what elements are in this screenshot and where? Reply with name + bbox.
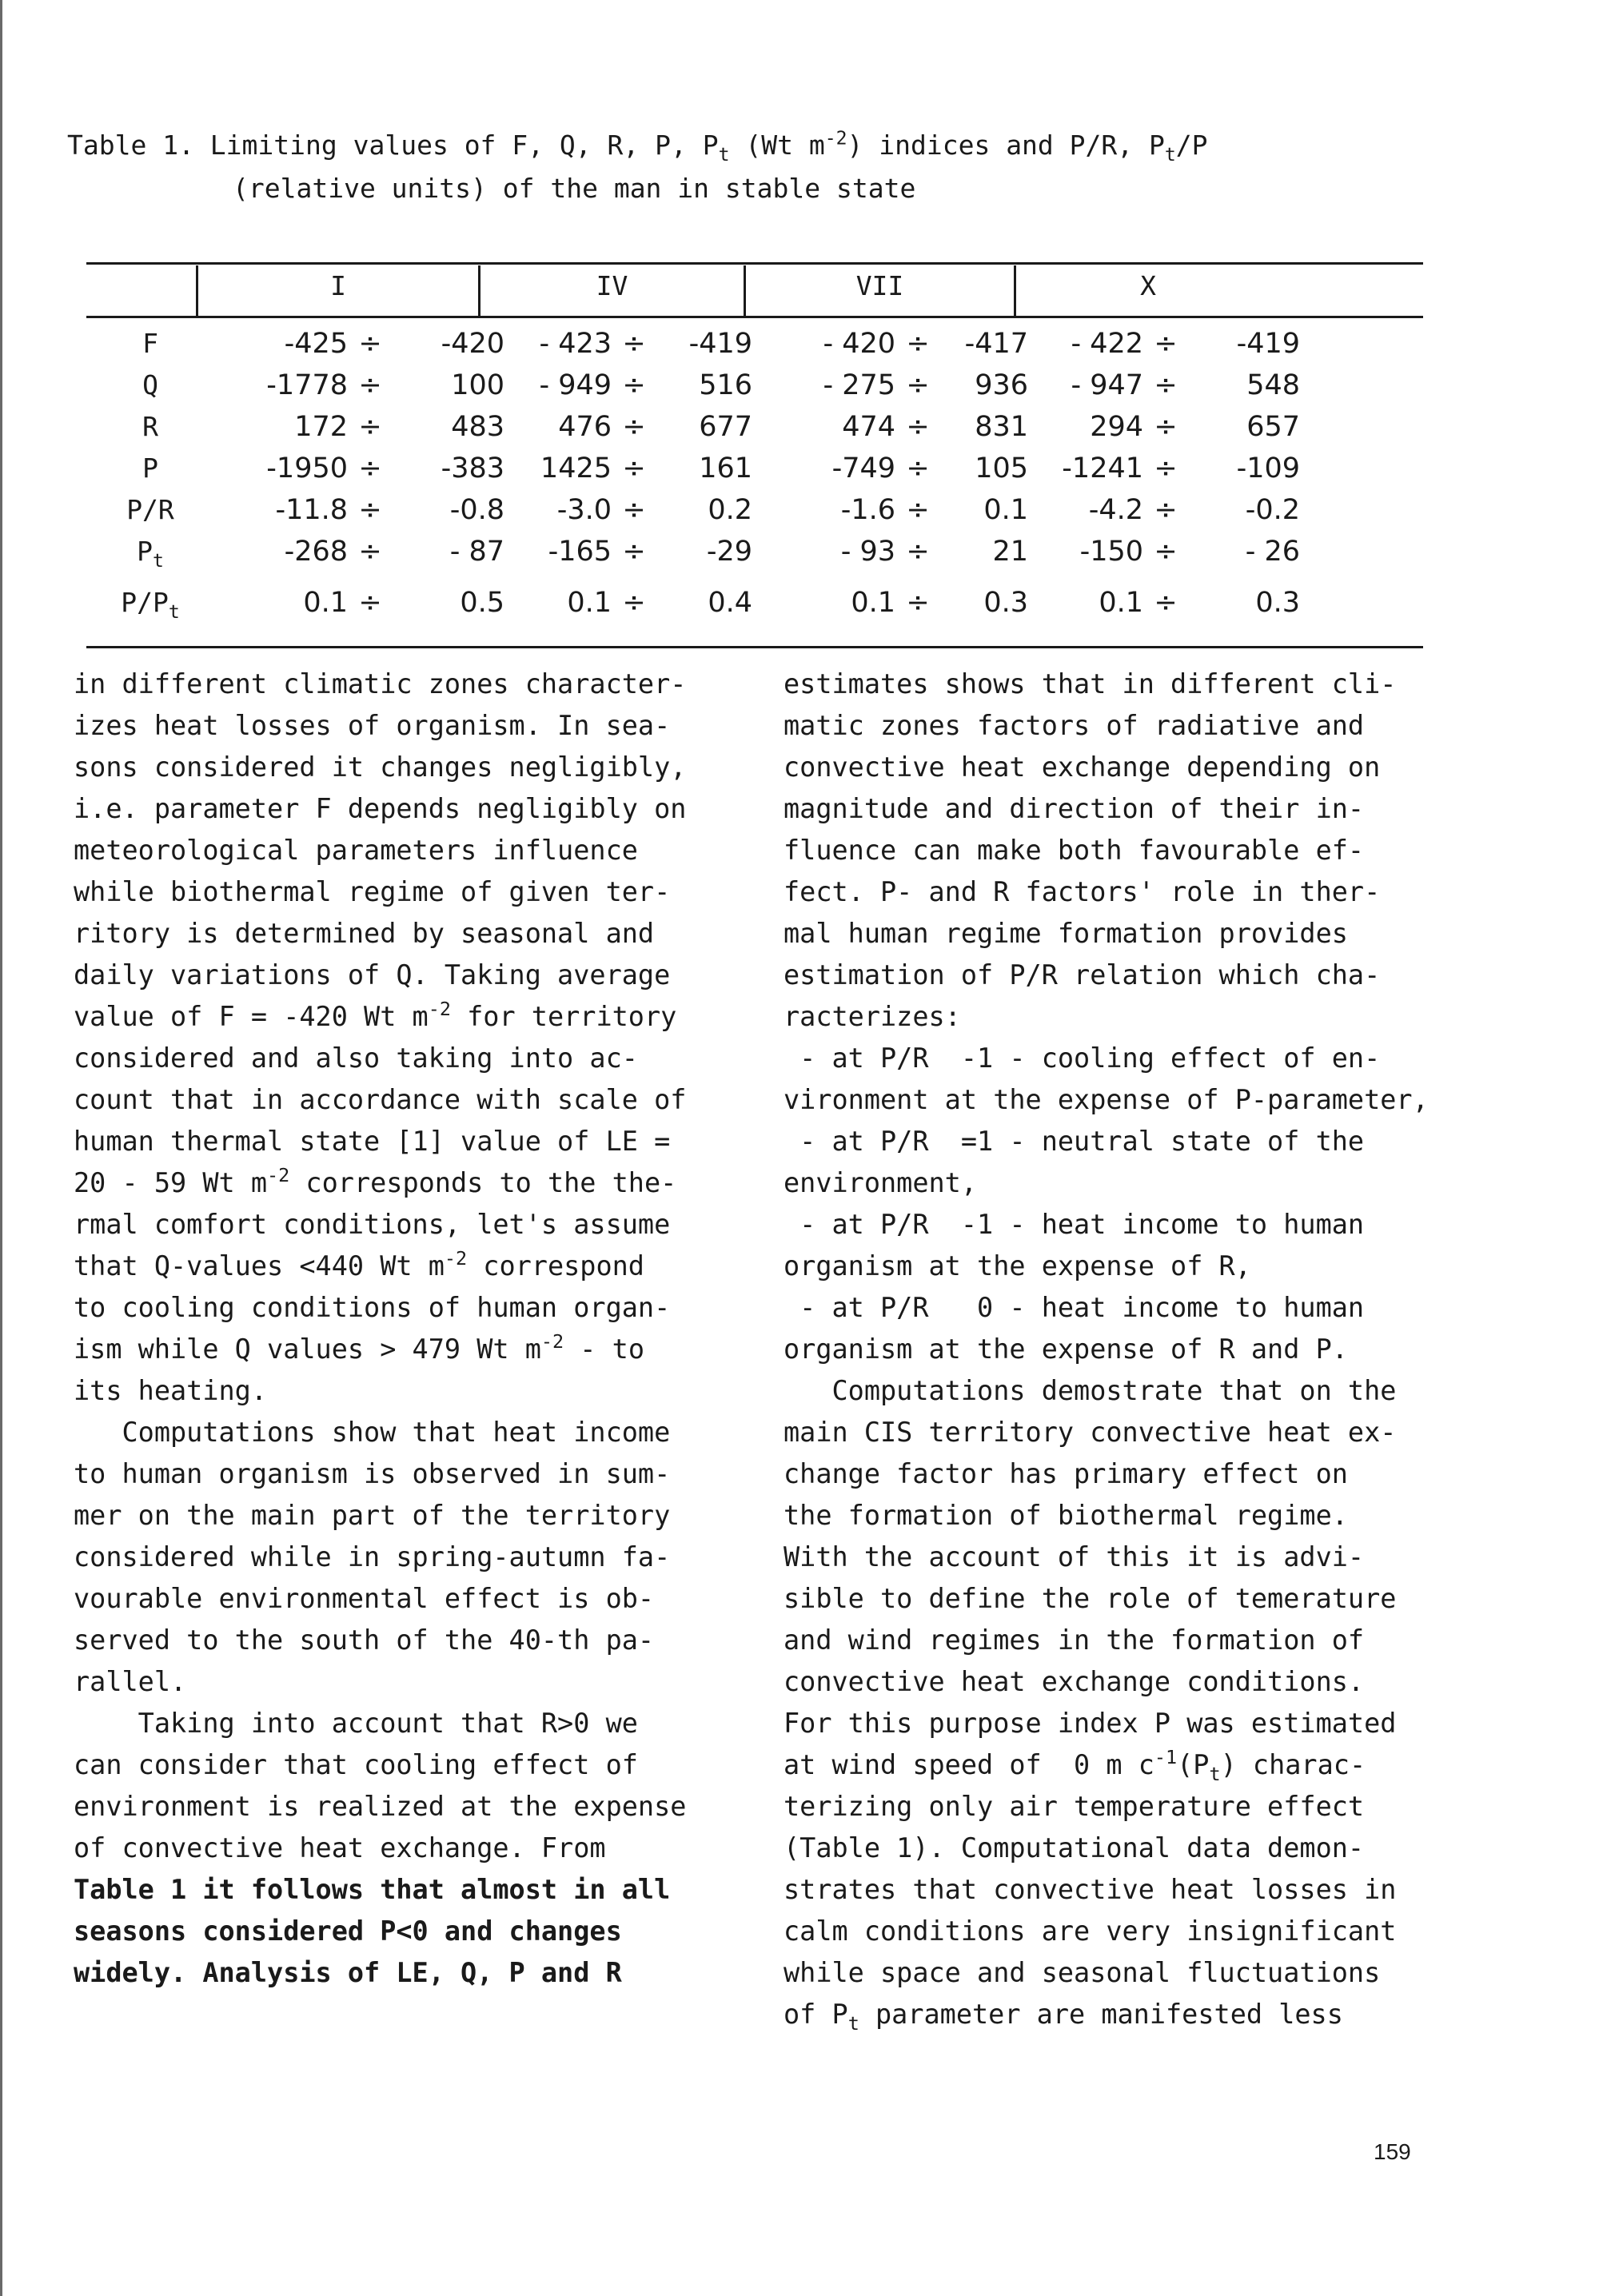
- range-sign: ÷: [358, 452, 382, 484]
- range-value: 105: [975, 452, 1028, 484]
- text-line: - at P/R -1 - heat income to human: [784, 1209, 1365, 1240]
- text-line: vironment at the expense of P-parameter,: [784, 1084, 1429, 1115]
- range-value: 831: [975, 411, 1028, 443]
- text-line: i.e. parameter F depends negligibly on: [74, 793, 687, 824]
- text-line: its heating.: [74, 1375, 268, 1406]
- range-value: 677: [699, 411, 752, 443]
- row-label: [90, 452, 211, 484]
- text-line: considered and also taking into ac-: [74, 1042, 638, 1074]
- text-line: ritory is determined by seasonal and: [74, 918, 655, 949]
- range-value: -425: [284, 328, 348, 360]
- table-cell: [216, 452, 504, 484]
- caption-sub-t: t: [718, 145, 730, 166]
- page-edge: [0, 0, 2, 2296]
- range-value: -749: [831, 452, 895, 484]
- range-value: -420: [441, 328, 504, 360]
- body-column-left: [74, 664, 745, 1994]
- range-value: -268: [284, 536, 348, 568]
- text-line: Table 1 it follows that almost in all: [74, 1874, 671, 1905]
- range-sign: ÷: [1154, 494, 1178, 526]
- range-sign: ÷: [622, 494, 646, 526]
- range-sign: ÷: [906, 494, 930, 526]
- table-cell: [1031, 411, 1300, 443]
- row-label-main: Q: [142, 369, 158, 401]
- range-value: - 275: [823, 369, 895, 401]
- range-sign: ÷: [622, 452, 646, 484]
- text-run: value of F = -420 Wt m: [74, 1001, 429, 1032]
- column-header-i: I: [330, 270, 346, 301]
- range-value: - 947: [1071, 369, 1143, 401]
- text-line: can consider that cooling effect of: [74, 1749, 638, 1780]
- text-line: considered while in spring-autumn fa-: [74, 1541, 671, 1573]
- range-sign: ÷: [1154, 587, 1178, 619]
- caption-sub-t2: t: [1164, 145, 1176, 166]
- range-sign: ÷: [622, 587, 646, 619]
- range-sign: ÷: [1154, 411, 1178, 443]
- range-value: 161: [699, 452, 752, 484]
- text-line: calm conditions are very insignificant: [784, 1915, 1397, 1947]
- range-sign: ÷: [358, 587, 382, 619]
- range-sign: ÷: [622, 411, 646, 443]
- text-line: [784, 1744, 1455, 1786]
- caption-text-4: /P: [1175, 130, 1208, 161]
- range-value: 0.4: [708, 587, 752, 619]
- table-cell: [764, 536, 1028, 568]
- row-label: [90, 369, 211, 401]
- range-sign: ÷: [622, 328, 646, 360]
- caption-line-2: (relative units) of the man in stable state: [233, 173, 916, 204]
- text-line: mer on the main part of the territory: [74, 1500, 671, 1531]
- text-line: main CIS territory convective heat ex-: [784, 1417, 1397, 1448]
- text-run: of P: [784, 1999, 848, 2030]
- range-value: - 949: [539, 369, 612, 401]
- text-line: human thermal state [1] value of LE =: [74, 1126, 671, 1157]
- text-line: - at P/R =1 - neutral state of the: [784, 1126, 1365, 1157]
- row-label-main: P/P: [121, 587, 169, 618]
- table-cell: [492, 536, 752, 568]
- table-top-rule: [86, 262, 1423, 265]
- range-value: 294: [1090, 411, 1143, 443]
- range-value: 548: [1246, 369, 1300, 401]
- range-sign: ÷: [906, 411, 930, 443]
- range-value: -1778: [266, 369, 348, 401]
- range-sign: ÷: [906, 328, 930, 360]
- text-line: Computations show that heat income: [74, 1417, 671, 1448]
- text-line: Computations demostrate that on the: [784, 1375, 1397, 1406]
- range-value: -417: [964, 328, 1028, 360]
- range-sign: ÷: [906, 536, 930, 568]
- table-cell: [1031, 494, 1300, 526]
- range-sign: ÷: [622, 369, 646, 401]
- text-run: that Q-values <440 Wt m: [74, 1250, 445, 1282]
- range-value: -165: [548, 536, 612, 568]
- table-caption: [67, 124, 1208, 210]
- range-value: 0.3: [1255, 587, 1300, 619]
- superscript: -2: [267, 1164, 290, 1187]
- row-label-main: P: [142, 452, 158, 484]
- text-line: Taking into account that R>0 we: [74, 1708, 638, 1739]
- text-line: With the account of this it is advi-: [784, 1541, 1365, 1573]
- range-sign: ÷: [1154, 452, 1178, 484]
- text-line: - at P/R -1 - cooling effect of en-: [784, 1042, 1381, 1074]
- text-line: estimates shows that in different cli-: [784, 668, 1397, 700]
- text-run: ism while Q values > 479 Wt m: [74, 1333, 541, 1365]
- text-line: sons considered it changes negligibly,: [74, 751, 687, 783]
- range-value: -0.2: [1245, 494, 1300, 526]
- text-run: correspond: [467, 1250, 644, 1282]
- table-cell: [216, 536, 504, 568]
- column-header-iv: IV: [596, 270, 628, 301]
- row-label: [90, 328, 211, 359]
- text-line: vourable environmental effect is ob-: [74, 1583, 655, 1614]
- caption-text-2: (Wt m: [729, 130, 825, 161]
- text-line: matic zones factors of radiative and: [784, 710, 1365, 741]
- text-line: [74, 1246, 745, 1287]
- row-label-main: P/R: [126, 494, 174, 525]
- text-line: sible to define the role of temerature: [784, 1583, 1397, 1614]
- text-line: meteorological parameters influence: [74, 835, 638, 866]
- row-label: [90, 587, 211, 624]
- range-sign: ÷: [358, 328, 382, 360]
- table-cell: [492, 369, 752, 401]
- subscript: t: [1209, 1763, 1221, 1786]
- range-sign: ÷: [358, 494, 382, 526]
- range-value: 0.1: [851, 587, 895, 619]
- text-line: in different climatic zones character-: [74, 668, 687, 700]
- table-cell: [492, 587, 752, 619]
- table-cell: [216, 328, 504, 360]
- table-cell: [492, 494, 752, 526]
- range-sign: ÷: [358, 369, 382, 401]
- superscript: -1: [1154, 1746, 1178, 1769]
- range-value: - 420: [823, 328, 895, 360]
- range-value: -29: [706, 536, 752, 568]
- table-header-rule: [86, 316, 1423, 318]
- text-run: for territory: [450, 1001, 677, 1032]
- range-value: 936: [975, 369, 1028, 401]
- range-value: - 423: [539, 328, 612, 360]
- table-cell: [1031, 452, 1300, 484]
- table-cell: [216, 411, 504, 443]
- table-cell: [216, 494, 504, 526]
- text-run: at wind speed of 0 m c: [784, 1749, 1154, 1780]
- text-line: fluence can make both favourable ef-: [784, 835, 1365, 866]
- table-cell: [1031, 328, 1300, 360]
- text-line: while space and seasonal fluctuations: [784, 1957, 1381, 1988]
- table-cell: [764, 369, 1028, 401]
- text-line: of convective heat exchange. From: [74, 1832, 606, 1864]
- row-label: [90, 494, 211, 525]
- text-line: served to the south of the 40-th pa-: [74, 1624, 655, 1656]
- range-value: 0.1: [567, 587, 612, 619]
- text-run: ) charac-: [1220, 1749, 1366, 1780]
- superscript: -2: [444, 1247, 468, 1270]
- table-bottom-rule: [86, 646, 1423, 648]
- text-line: [784, 1994, 1455, 2035]
- range-sign: ÷: [906, 452, 930, 484]
- row-label-main: R: [142, 411, 158, 442]
- column-header-vii: VII: [855, 270, 904, 301]
- text-line: racterizes:: [784, 1001, 961, 1032]
- row-label-main: P: [137, 536, 153, 567]
- text-line: terizing only air temperature effect: [784, 1791, 1365, 1822]
- range-value: 21: [992, 536, 1028, 568]
- table-cell: [492, 328, 752, 360]
- table-cell: [764, 587, 1028, 619]
- range-value: 474: [842, 411, 895, 443]
- superscript: -2: [428, 998, 451, 1021]
- range-sign: ÷: [358, 536, 382, 568]
- caption-text-3: ) indices and P/R, P: [847, 130, 1165, 161]
- range-value: - 26: [1245, 536, 1300, 568]
- range-value: -419: [688, 328, 752, 360]
- text-line: seasons considered P<0 and changes: [74, 1915, 622, 1947]
- caption-sup: -2: [824, 128, 847, 149]
- text-line: while biothermal regime of given ter-: [74, 876, 671, 907]
- text-line: strates that convective heat losses in: [784, 1874, 1397, 1905]
- text-line: to cooling conditions of human organ-: [74, 1292, 671, 1323]
- range-sign: ÷: [1154, 536, 1178, 568]
- range-value: 100: [451, 369, 504, 401]
- table-cell: [764, 494, 1028, 526]
- text-line: (Table 1). Computational data demon-: [784, 1832, 1365, 1864]
- subscript: t: [847, 2012, 859, 2035]
- table-cell: [1031, 587, 1300, 619]
- table-cell: [764, 411, 1028, 443]
- range-value: -1.6: [840, 494, 895, 526]
- table-cell: [764, 328, 1028, 360]
- text-run: parameter are manifested less: [859, 1999, 1343, 2030]
- range-sign: ÷: [622, 536, 646, 568]
- range-value: -109: [1236, 452, 1300, 484]
- range-value: -0.8: [449, 494, 504, 526]
- superscript: -2: [540, 1330, 564, 1353]
- text-line: environment,: [784, 1167, 978, 1198]
- range-value: 0.1: [983, 494, 1028, 526]
- range-sign: ÷: [1154, 369, 1178, 401]
- text-line: and wind regimes in the formation of: [784, 1624, 1365, 1656]
- table-cell: [1031, 536, 1300, 568]
- text-line: organism at the expense of R,: [784, 1250, 1251, 1282]
- row-label-sub: t: [152, 551, 164, 572]
- caption-text-1: Table 1. Limiting values of F, Q, R, P, P: [67, 130, 719, 161]
- range-value: - 422: [1071, 328, 1143, 360]
- range-value: 0.5: [460, 587, 504, 619]
- text-line: count that in accordance with scale of: [74, 1084, 687, 1115]
- text-line: izes heat losses of organism. In sea-: [74, 710, 671, 741]
- range-value: 1425: [540, 452, 612, 484]
- row-label: [90, 411, 211, 442]
- text-line: For this purpose index P was estimated: [784, 1708, 1397, 1739]
- text-line: rallel.: [74, 1666, 187, 1697]
- page-number: 159: [1374, 2139, 1411, 2164]
- text-line: convective heat exchange conditions.: [784, 1666, 1365, 1697]
- text-line: - at P/R 0 - heat income to human: [784, 1292, 1365, 1323]
- range-value: -1241: [1062, 452, 1143, 484]
- range-sign: ÷: [906, 587, 930, 619]
- range-value: - 87: [449, 536, 504, 568]
- text-line: daily variations of Q. Taking average: [74, 959, 671, 991]
- text-line: environment is realized at the expense: [74, 1791, 687, 1822]
- text-line: [74, 996, 745, 1038]
- range-value: -419: [1236, 328, 1300, 360]
- range-value: 172: [294, 411, 348, 443]
- range-sign: ÷: [906, 369, 930, 401]
- table-cell: [1031, 369, 1300, 401]
- range-value: -383: [441, 452, 504, 484]
- column-header-x: X: [1140, 270, 1156, 301]
- text-line: fect. P- and R factors' role in ther-: [784, 876, 1381, 907]
- table-cell: [216, 369, 504, 401]
- row-label-main: F: [142, 328, 158, 359]
- table-cell: [216, 587, 504, 619]
- table-cell: [492, 452, 752, 484]
- range-value: 0.1: [303, 587, 348, 619]
- text-line: change factor has primary effect on: [784, 1458, 1348, 1489]
- range-value: 516: [699, 369, 752, 401]
- range-value: 0.3: [983, 587, 1028, 619]
- range-value: 476: [558, 411, 612, 443]
- table-cell: [764, 452, 1028, 484]
- range-value: 483: [451, 411, 504, 443]
- range-value: -11.8: [275, 494, 348, 526]
- text-run: corresponds to the the-: [289, 1167, 677, 1198]
- text-line: convective heat exchange depending on: [784, 751, 1381, 783]
- range-value: -150: [1079, 536, 1143, 568]
- range-value: -1950: [266, 452, 348, 484]
- text-line: mal human regime formation provides: [784, 918, 1348, 949]
- text-line: estimation of P/R relation which cha-: [784, 959, 1381, 991]
- row-label-sub: t: [168, 602, 180, 624]
- text-line: organism at the expense of R and P.: [784, 1333, 1348, 1365]
- range-value: 0.1: [1099, 587, 1143, 619]
- text-line: [74, 1162, 745, 1204]
- text-run: - to: [564, 1333, 644, 1365]
- text-line: rmal comfort conditions, let's assume: [74, 1209, 671, 1240]
- text-run: 20 - 59 Wt m: [74, 1167, 268, 1198]
- text-line: the formation of biothermal regime.: [784, 1500, 1348, 1531]
- range-sign: ÷: [358, 411, 382, 443]
- table-cell: [492, 411, 752, 443]
- range-value: - 93: [840, 536, 895, 568]
- range-value: 657: [1246, 411, 1300, 443]
- text-line: [74, 1329, 745, 1370]
- text-line: widely. Analysis of LE, Q, P and R: [74, 1957, 622, 1988]
- range-sign: ÷: [1154, 328, 1178, 360]
- text-line: magnitude and direction of their in-: [784, 793, 1365, 824]
- text-line: to human organism is observed in sum-: [74, 1458, 671, 1489]
- range-value: 0.2: [708, 494, 752, 526]
- range-value: -3.0: [556, 494, 612, 526]
- range-value: -4.2: [1088, 494, 1143, 526]
- body-column-right: [784, 664, 1455, 2035]
- text-run: (P: [1177, 1749, 1210, 1780]
- row-label: [90, 536, 211, 572]
